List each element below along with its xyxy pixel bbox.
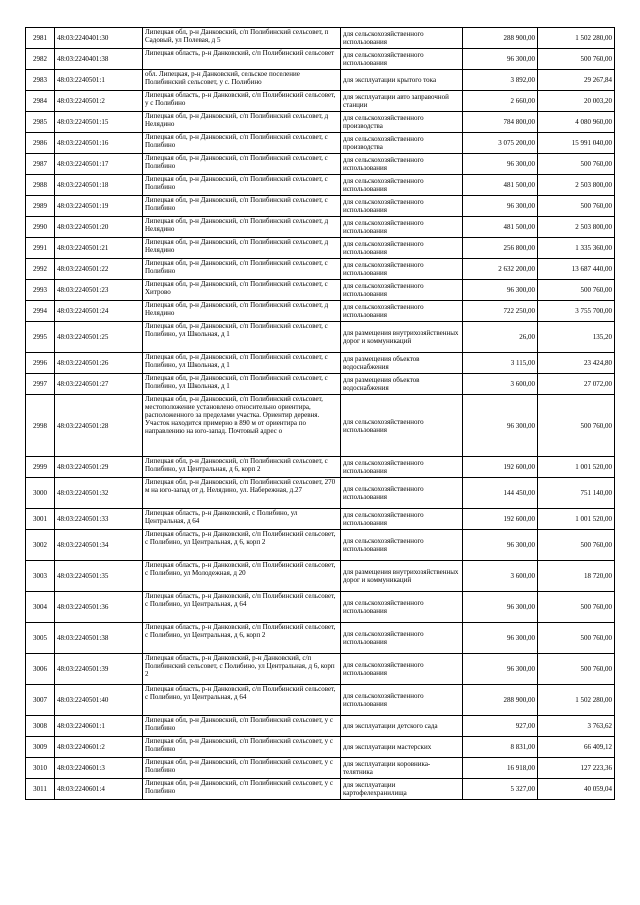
area: 256 800,00: [463, 238, 538, 259]
permitted-use: для сельскохозяйственного использования: [341, 28, 463, 49]
row-number: 2994: [26, 301, 55, 322]
cadastral-value: 20 003,20: [538, 91, 615, 112]
area: 3 600,00: [463, 561, 538, 592]
document-page: [25, 27, 615, 800]
permitted-use: для размещения объектов водоснабжения: [341, 374, 463, 395]
table-row: [26, 112, 615, 133]
cadastral-number: 48:03:2240501:22: [55, 259, 143, 280]
cadastral-value: 15 991 040,00: [538, 133, 615, 154]
cadastral-number: 48:03:2240501:15: [55, 112, 143, 133]
permitted-use: для размещения объектов водоснабжения: [341, 353, 463, 374]
table-row: [26, 322, 615, 353]
row-number: 2984: [26, 91, 55, 112]
area: 3 892,00: [463, 70, 538, 91]
area: 3 075 200,00: [463, 133, 538, 154]
row-number: 2988: [26, 175, 55, 196]
cadastral-number: 48:03:2240501:39: [55, 654, 143, 685]
table-row: [26, 623, 615, 654]
row-number: 2991: [26, 238, 55, 259]
cadastral-number: 48:03:2240501:32: [55, 478, 143, 509]
address: Липецкая область, р-н Данковский, с/п Полибинский сельсовет: [143, 49, 341, 70]
row-number: 3008: [26, 716, 55, 737]
area: 26,00: [463, 322, 538, 353]
address: Липецкая обл, р-н Данковский, с/п Полибинский сельсовет, д Нелядино: [143, 112, 341, 133]
table-row: [26, 654, 615, 685]
address: Липецкая область, р-н Данковский, с/п Полибинский сельсовет, с Полибино, ул Центральная, д 64: [143, 685, 341, 716]
permitted-use: для сельскохозяйственного использования: [341, 530, 463, 561]
cadastral-value: 500 760,00: [538, 395, 615, 457]
address: Липецкая обл, р-н Данковский, с/п Полибинский сельсовет, у с Полибино: [143, 758, 341, 779]
permitted-use: для эксплуатации коровника-телятника: [341, 758, 463, 779]
cadastral-value: 1 001 520,00: [538, 457, 615, 478]
cadastral-number: 48:03:2240501:35: [55, 561, 143, 592]
cadastral-value: 1 502 280,00: [538, 28, 615, 49]
permitted-use: для сельскохозяйственного использования: [341, 509, 463, 530]
area: 144 450,00: [463, 478, 538, 509]
cadastral-number: 48:03:2240501:21: [55, 238, 143, 259]
address: Липецкая обл, р-н Данковский, с/п Полибинский сельсовет, с Хитрово: [143, 280, 341, 301]
address: Липецкая обл, р-н Данковский, с/п Полибинский сельсовет, с Полибино, ул Школьная, д 1: [143, 353, 341, 374]
address: Липецкая обл, р-н Данковский, с/п Полибинский сельсовет, 270 м на юго-запад от д. Нелядино, ул. Набережная, д.27: [143, 478, 341, 509]
address: Липецкая обл, р-н Данковский, с/п Полибинский сельсовет, с Полибино, ул Центральная, д 6, корп 2: [143, 457, 341, 478]
row-number: 2987: [26, 154, 55, 175]
cadastral-value: 500 760,00: [538, 196, 615, 217]
area: 2 660,00: [463, 91, 538, 112]
row-number: 2986: [26, 133, 55, 154]
cadastral-number: 48:03:2240501:1: [55, 70, 143, 91]
row-number: 3011: [26, 779, 55, 800]
row-number: 3004: [26, 592, 55, 623]
area: 927,00: [463, 716, 538, 737]
address: Липецкая обл, р-н Данковский, с/п Полибинский сельсовет, у с Полибино: [143, 737, 341, 758]
permitted-use: для эксплуатации детского сада: [341, 716, 463, 737]
area: 288 900,00: [463, 28, 538, 49]
table-row: [26, 280, 615, 301]
cadastral-value: 1 335 360,00: [538, 238, 615, 259]
cadastral-value: 1 502 280,00: [538, 685, 615, 716]
area: 96 300,00: [463, 395, 538, 457]
row-number: 2993: [26, 280, 55, 301]
area: 192 600,00: [463, 457, 538, 478]
cadastral-value: 18 720,00: [538, 561, 615, 592]
table-row: [26, 561, 615, 592]
cadastral-number: 48:03:2240501:26: [55, 353, 143, 374]
area: 722 250,00: [463, 301, 538, 322]
cadastral-number: 48:03:2240601:1: [55, 716, 143, 737]
cadastral-value: 2 503 800,00: [538, 175, 615, 196]
permitted-use: для эксплуатации авто заправочной станции: [341, 91, 463, 112]
area: 96 300,00: [463, 592, 538, 623]
area: 16 918,00: [463, 758, 538, 779]
cadastral-value: 500 760,00: [538, 530, 615, 561]
cadastral-number: 48:03:2240401:38: [55, 49, 143, 70]
permitted-use: для размещения внутрихозяйственных дорог и коммуникаций: [341, 322, 463, 353]
row-number: 2981: [26, 28, 55, 49]
area: 96 300,00: [463, 196, 538, 217]
table-row: [26, 457, 615, 478]
address: Липецкая область, р-н Данковский, с/п Полибинский сельсовет, у с Полибино: [143, 91, 341, 112]
area: 96 300,00: [463, 280, 538, 301]
row-number: 2985: [26, 112, 55, 133]
table-row: [26, 758, 615, 779]
permitted-use: для эксплуатации мастерских: [341, 737, 463, 758]
permitted-use: для сельскохозяйственного использования: [341, 623, 463, 654]
address: Липецкая область, р-н Данковский, р-н Данковский, с/п Полибинский сельсовет, с Полибино, ул Центральная, д 6, корп 2: [143, 654, 341, 685]
cadastral-value: 500 760,00: [538, 623, 615, 654]
permitted-use: для сельскохозяйственного использования: [341, 395, 463, 457]
row-number: 2999: [26, 457, 55, 478]
address: Липецкая область, р-н Данковский, с Полибино, ул Центральная, д 64: [143, 509, 341, 530]
cadastral-number: 48:03:2240501:24: [55, 301, 143, 322]
address: Липецкая обл, р-н Данковский, с/п Полибинский сельсовет, с Полибино: [143, 259, 341, 280]
land-plots-table: [25, 27, 615, 800]
address: Липецкая обл, р-н Данковский, с/п Полибинский сельсовет, местоположение установлено относительно ориентира, расположенного за пределами участка. Ориентир деревня. Участок находится примерно в 890 м от ориентира по направлению на юго-запад. Почтовый адрес о: [143, 395, 341, 457]
area: 481 500,00: [463, 175, 538, 196]
cadastral-number: 48:03:2240501:25: [55, 322, 143, 353]
permitted-use: для сельскохозяйственного производства: [341, 133, 463, 154]
permitted-use: для сельскохозяйственного использования: [341, 49, 463, 70]
table-row: [26, 737, 615, 758]
cadastral-number: 48:03:2240501:17: [55, 154, 143, 175]
row-number: 2989: [26, 196, 55, 217]
table-row: [26, 395, 615, 457]
row-number: 2995: [26, 322, 55, 353]
address: Липецкая область, р-н Данковский, с/п Полибинский сельсовет, с Полибино, ул Центральная, д 6, корп 2: [143, 530, 341, 561]
cadastral-number: 48:03:2240501:40: [55, 685, 143, 716]
table-row: [26, 217, 615, 238]
cadastral-value: 3 755 700,00: [538, 301, 615, 322]
address: Липецкая обл, р-н Данковский, с/п Полибинский сельсовет, д Нелядино: [143, 217, 341, 238]
cadastral-number: 48:03:2240501:19: [55, 196, 143, 217]
permitted-use: для сельскохозяйственного использования: [341, 196, 463, 217]
cadastral-value: 500 760,00: [538, 654, 615, 685]
permitted-use: для сельскохозяйственного использования: [341, 301, 463, 322]
area: 192 600,00: [463, 509, 538, 530]
table-row: [26, 478, 615, 509]
table-row: [26, 530, 615, 561]
cadastral-value: 127 223,36: [538, 758, 615, 779]
address: Липецкая область, р-н Данковский, с/п Полибинский сельсовет, с Полибино, ул Молодежная, д 20: [143, 561, 341, 592]
cadastral-value: 135,20: [538, 322, 615, 353]
cadastral-value: 500 760,00: [538, 154, 615, 175]
area: 784 800,00: [463, 112, 538, 133]
area: 5 327,00: [463, 779, 538, 800]
address: Липецкая область, р-н Данковский, с/п Полибинский сельсовет, с Полибино, ул Центральная, д 6, корп 2: [143, 623, 341, 654]
row-number: 2996: [26, 353, 55, 374]
permitted-use: для эксплуатации крытого тока: [341, 70, 463, 91]
address: Липецкая обл, р-н Данковский, с/п Полибинский сельсовет, с Полибино, ул Школьная, д 1: [143, 322, 341, 353]
cadastral-number: 48:03:2240501:28: [55, 395, 143, 457]
address: Липецкая обл, р-н Данковский, с/п Полибинский сельсовет, д Нелядино: [143, 301, 341, 322]
permitted-use: для сельскохозяйственного использования: [341, 478, 463, 509]
table-row: [26, 353, 615, 374]
row-number: 3005: [26, 623, 55, 654]
cadastral-value: 27 072,00: [538, 374, 615, 395]
address: Липецкая обл, р-н Данковский, с/п Полибинский сельсовет, у с Полибино: [143, 779, 341, 800]
row-number: 3001: [26, 509, 55, 530]
area: 96 300,00: [463, 530, 538, 561]
cadastral-value: 500 760,00: [538, 49, 615, 70]
permitted-use: для сельскохозяйственного использования: [341, 238, 463, 259]
cadastral-value: 23 424,80: [538, 353, 615, 374]
cadastral-number: 48:03:2240501:27: [55, 374, 143, 395]
address: Липецкая область, р-н Данковский, с/п Полибинский сельсовет, с Полибино, ул Центральная, д 64: [143, 592, 341, 623]
cadastral-number: 48:03:2240501:18: [55, 175, 143, 196]
cadastral-value: 3 763,62: [538, 716, 615, 737]
table-row: [26, 509, 615, 530]
cadastral-value: 751 140,00: [538, 478, 615, 509]
permitted-use: для сельскохозяйственного использования: [341, 259, 463, 280]
table-row: [26, 716, 615, 737]
cadastral-number: 48:03:2240501:23: [55, 280, 143, 301]
permitted-use: для сельскохозяйственного использования: [341, 280, 463, 301]
row-number: 3003: [26, 561, 55, 592]
row-number: 3009: [26, 737, 55, 758]
permitted-use: для сельскохозяйственного использования: [341, 457, 463, 478]
cadastral-value: 29 267,84: [538, 70, 615, 91]
area: 481 500,00: [463, 217, 538, 238]
address: Липецкая обл, р-н Данковский, с/п Полибинский сельсовет, с Полибино: [143, 133, 341, 154]
table-row: [26, 685, 615, 716]
table-row: [26, 238, 615, 259]
area: 96 300,00: [463, 623, 538, 654]
row-number: 2998: [26, 395, 55, 457]
area: 3 115,00: [463, 353, 538, 374]
table-row: [26, 374, 615, 395]
permitted-use: для размещения внутрихозяйственных дорог и коммуникаций: [341, 561, 463, 592]
area: 288 900,00: [463, 685, 538, 716]
address: Липецкая обл, р-н Данковский, с/п Полибинский сельсовет, с Полибино, ул Школьная, д 1: [143, 374, 341, 395]
cadastral-value: 4 080 960,00: [538, 112, 615, 133]
cadastral-number: 48:03:2240501:20: [55, 217, 143, 238]
row-number: 3000: [26, 478, 55, 509]
address: Липецкая обл, р-н Данковский, с/п Полибинский сельсовет, с Полибино: [143, 154, 341, 175]
table-row: [26, 133, 615, 154]
cadastral-number: 48:03:2240601:3: [55, 758, 143, 779]
cadastral-number: 48:03:2240501:33: [55, 509, 143, 530]
permitted-use: для сельскохозяйственного производства: [341, 112, 463, 133]
cadastral-number: 48:03:2240501:36: [55, 592, 143, 623]
row-number: 3007: [26, 685, 55, 716]
table-row: [26, 49, 615, 70]
cadastral-number: 48:03:2240501:38: [55, 623, 143, 654]
area: 3 600,00: [463, 374, 538, 395]
row-number: 2983: [26, 70, 55, 91]
row-number: 2997: [26, 374, 55, 395]
address: Липецкая обл, р-н Данковский, с/п Полибинский сельсовет, д Нелядино: [143, 238, 341, 259]
table-row: [26, 592, 615, 623]
table-row: [26, 70, 615, 91]
permitted-use: для сельскохозяйственного использования: [341, 654, 463, 685]
table-row: [26, 28, 615, 49]
permitted-use: для сельскохозяйственного использования: [341, 592, 463, 623]
address: Липецкая обл, р-н Данковский, с/п Полибинский сельсовет, с Полибино: [143, 175, 341, 196]
cadastral-value: 1 001 520,00: [538, 509, 615, 530]
cadastral-number: 48:03:2240501:16: [55, 133, 143, 154]
cadastral-value: 500 760,00: [538, 592, 615, 623]
cadastral-value: 66 409,12: [538, 737, 615, 758]
table-row: [26, 175, 615, 196]
table-row: [26, 259, 615, 280]
area: 96 300,00: [463, 49, 538, 70]
area: 96 300,00: [463, 154, 538, 175]
address: обл. Липецкая, р-н Данковский, сельское поселение Полибинский сельсовет, у с. Полибино: [143, 70, 341, 91]
cadastral-number: 48:03:2240401:30: [55, 28, 143, 49]
cadastral-number: 48:03:2240501:34: [55, 530, 143, 561]
permitted-use: для сельскохозяйственного использования: [341, 175, 463, 196]
cadastral-number: 48:03:2240601:2: [55, 737, 143, 758]
permitted-use: для сельскохозяйственного использования: [341, 154, 463, 175]
row-number: 2982: [26, 49, 55, 70]
cadastral-value: 2 503 800,00: [538, 217, 615, 238]
table-row: [26, 91, 615, 112]
address: Липецкая обл, р-н Данковский, с/п Полибинский сельсовет, п Садовый, ул Полевая, д 5: [143, 28, 341, 49]
cadastral-value: 40 059,04: [538, 779, 615, 800]
area: 2 632 200,00: [463, 259, 538, 280]
area: 8 831,00: [463, 737, 538, 758]
row-number: 2990: [26, 217, 55, 238]
permitted-use: для сельскохозяйственного использования: [341, 685, 463, 716]
cadastral-number: 48:03:2240501:2: [55, 91, 143, 112]
table-row: [26, 196, 615, 217]
row-number: 3002: [26, 530, 55, 561]
permitted-use: для эксплуатации картофелехранилища: [341, 779, 463, 800]
cadastral-value: 13 687 440,00: [538, 259, 615, 280]
permitted-use: для сельскохозяйственного использования: [341, 217, 463, 238]
area: 96 300,00: [463, 654, 538, 685]
cadastral-number: 48:03:2240601:4: [55, 779, 143, 800]
row-number: 2992: [26, 259, 55, 280]
cadastral-number: 48:03:2240501:29: [55, 457, 143, 478]
cadastral-value: 500 760,00: [538, 280, 615, 301]
address: Липецкая обл, р-н Данковский, с/п Полибинский сельсовет, у с Полибино: [143, 716, 341, 737]
row-number: 3006: [26, 654, 55, 685]
row-number: 3010: [26, 758, 55, 779]
table-row: [26, 779, 615, 800]
table-row: [26, 301, 615, 322]
address: Липецкая обл, р-н Данковский, с/п Полибинский сельсовет, с Полибино: [143, 196, 341, 217]
table-row: [26, 154, 615, 175]
